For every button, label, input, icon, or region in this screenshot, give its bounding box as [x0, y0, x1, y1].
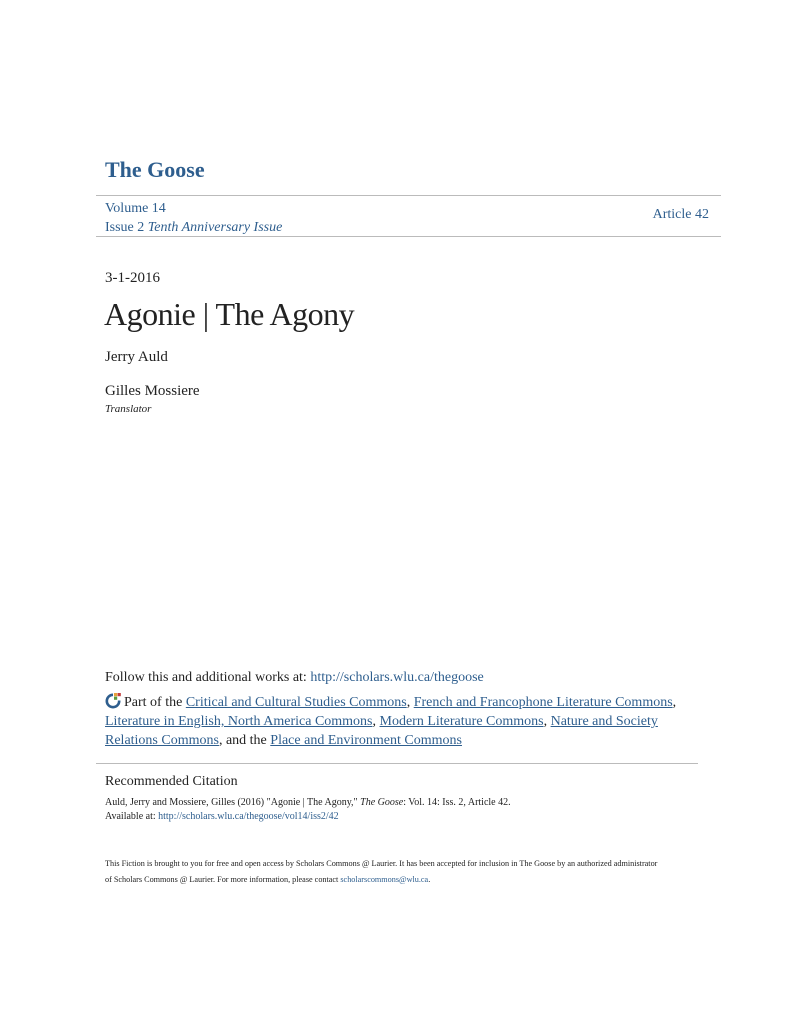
citation-suffix: : Vol. 14: Iss. 2, Article 42. [403, 797, 511, 808]
follow-line [105, 670, 484, 686]
available-label: Available at: [105, 811, 156, 822]
contact-email-link[interactable]: scholarscommons@wlu.ca [340, 875, 429, 884]
article-number[interactable] [653, 207, 709, 223]
volume-link[interactable]: Volume 14 [105, 201, 166, 216]
header-rule-bottom [96, 236, 721, 237]
commons-link-nature-society[interactable]: Nature and Society Relations Commons [105, 714, 658, 748]
author-name-2: Gilles Mossiere [105, 383, 200, 399]
volume-issue-block [105, 199, 282, 237]
issue-label: Issue 2 [105, 220, 145, 235]
commons-link-french-francophone[interactable]: French and Francophone Literature Commons [413, 695, 673, 710]
follow-link[interactable]: http://scholars.wlu.ca/thegoose [310, 670, 484, 685]
issue-link[interactable] [105, 220, 282, 235]
citation-heading: Recommended Citation [105, 774, 238, 789]
citation-link[interactable]: http://scholars.wlu.ca/thegoose/vol14/iss2/42 [158, 811, 339, 822]
part-of-block: Part of the Critical and Cultural Studies Commons, French and Francophone Literature Commons, Literature in English, North America Commons, Modern Literature Commons, Nature and Society Relations Commons, and the Place and Environment Commons [105, 692, 685, 750]
citation-rule [96, 763, 698, 764]
article-number-link[interactable]: Article 42 [652, 207, 709, 222]
journal-title[interactable] [105, 157, 205, 183]
article-title: Agonie | The Agony [104, 296, 355, 332]
citation-line [105, 796, 511, 810]
footer-notice [105, 856, 665, 888]
issue-name: Tenth Anniversary Issue [147, 220, 283, 235]
and-the-text: , and the [218, 733, 267, 748]
author-role: Translator [105, 403, 152, 415]
follow-text: Follow this and additional works at: [105, 670, 307, 685]
bepress-commons-icon [105, 692, 122, 709]
commons-link-critical-cultural[interactable]: Critical and Cultural Studies Commons [185, 695, 407, 710]
citation-body [105, 796, 511, 824]
commons-link-literature-english-na[interactable]: Literature in English, North America Commons [105, 714, 373, 729]
footer-end: . [428, 875, 431, 884]
header-rule-top [96, 195, 721, 196]
part-of-prefix: Part of the [124, 695, 183, 710]
citation-journal: The Goose [360, 797, 404, 808]
citation-prefix: Auld, Jerry and Mossiere, Gilles (2016) "Agonie | The Agony," [105, 797, 358, 808]
publication-date: 3-1-2016 [105, 270, 160, 286]
commons-link-modern-literature[interactable]: Modern Literature Commons [379, 714, 544, 729]
citation-availability [105, 810, 511, 824]
footer-text: This Fiction is brought to you for free and open access by Scholars Commons @ Laurier. It has been accepted for inclusion in The Goose by an authorized administrator of Scholars Commons @ Laurier. For more information, please contact [105, 859, 658, 884]
commons-link-place-environment[interactable]: Place and Environment Commons [270, 733, 462, 748]
journal-title-link[interactable]: The Goose [105, 157, 205, 182]
author-name-1: Jerry Auld [105, 349, 168, 365]
